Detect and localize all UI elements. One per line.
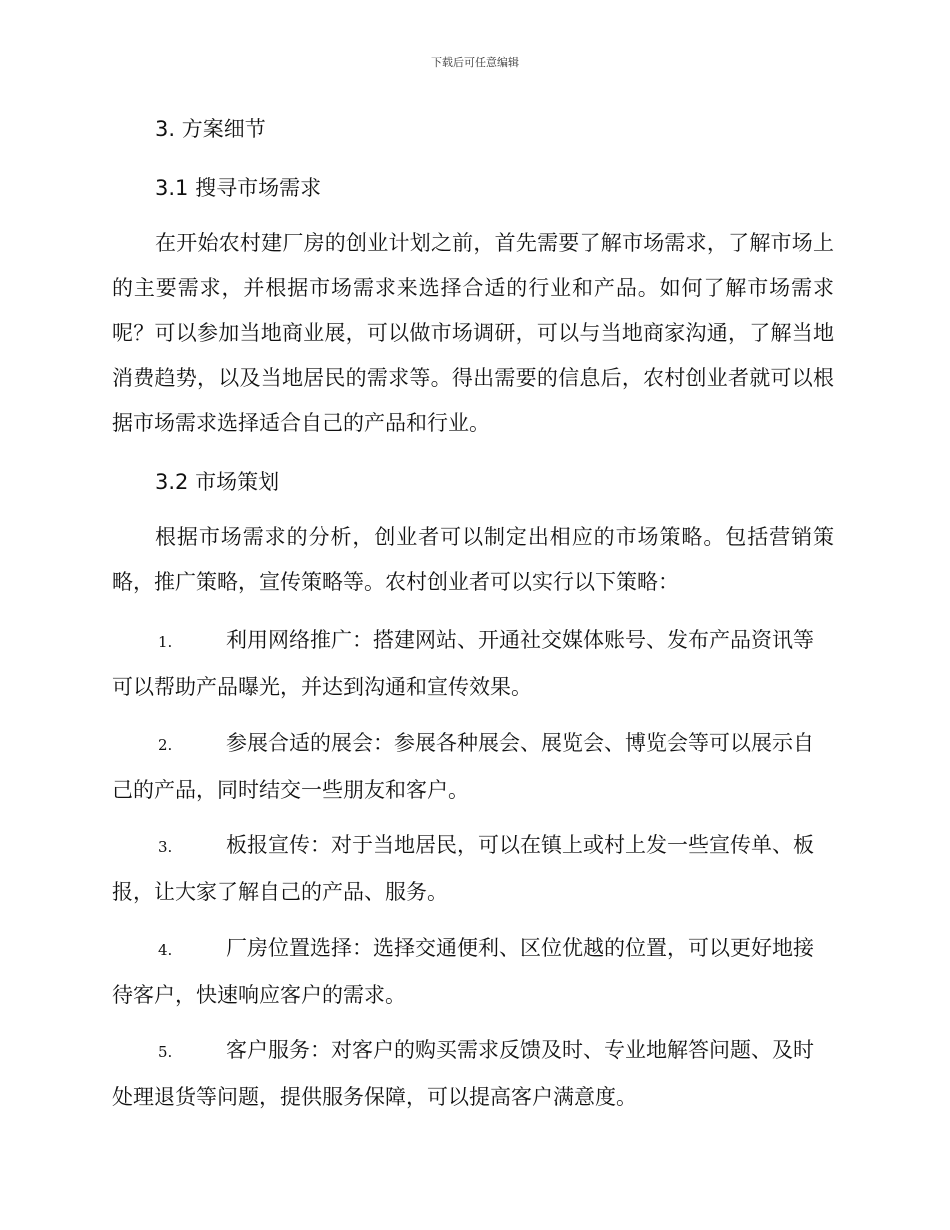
list-item-number: 3. (158, 838, 173, 856)
subsection-heading-3-2: 3.2 市场策划 (155, 470, 280, 494)
paragraph-market-demand: 在开始农村建厂房的创业计划之前，首先需要了解市场需求，了解市场上的主要需求，并根据市场需求来选择合适的行业和产品。如何了解市场需求呢？可以参加当地商业展，可以做市场调研，可以与当地商家沟通，了解当地消费趋势，以及当地居民的需求等。得出需要的信息后，农村创业者就可以根据市场需求选择适合自己的产品和行业。 (112, 231, 834, 435)
list-item (112, 823, 834, 915)
subsection-heading-3-1: 3.1 搜寻市场需求 (155, 176, 322, 200)
list-item-text: 板报宣传：对于当地居民，可以在镇上或村上发一些宣传单、板报，让大家了解自己的产品、服务。 (112, 833, 814, 904)
list-item-number: 5. (158, 1043, 173, 1061)
list-item-text: 厂房位置选择：选择交通便利、区位优越的位置，可以更好地接待客户，快速响应客户的需求。 (112, 936, 814, 1007)
list-item-text: 客户服务：对客户的购买需求反馈及时、专业地解答问题、及时处理退货等问题，提供服务保障，可以提高客户满意度。 (112, 1038, 814, 1109)
section-heading: 3. 方案细节 (155, 117, 266, 141)
list-item-number: 2. (158, 736, 173, 754)
list-item-number: 4. (158, 941, 173, 959)
list-item-number: 1. (158, 633, 173, 651)
list-item (112, 618, 834, 710)
list-item-text: 参展合适的展会：参展各种展会、展览会、博览会等可以展示自己的产品，同时结交一些朋友和客户。 (112, 731, 814, 802)
list-item (112, 721, 834, 813)
paragraph-market-planning: 根据市场需求的分析，创业者可以制定出相应的市场策略。包括营销策略，推广策略，宣传策略等。农村创业者可以实行以下策略： (112, 525, 834, 594)
page-header: 下载后可任意编辑 (431, 56, 519, 69)
list-item (112, 1028, 834, 1120)
list-item (112, 926, 834, 1018)
list-item-text: 利用网络推广：搭建网站、开通社交媒体账号、发布产品资讯等可以帮助产品曝光，并达到沟通和宣传效果。 (112, 628, 814, 699)
